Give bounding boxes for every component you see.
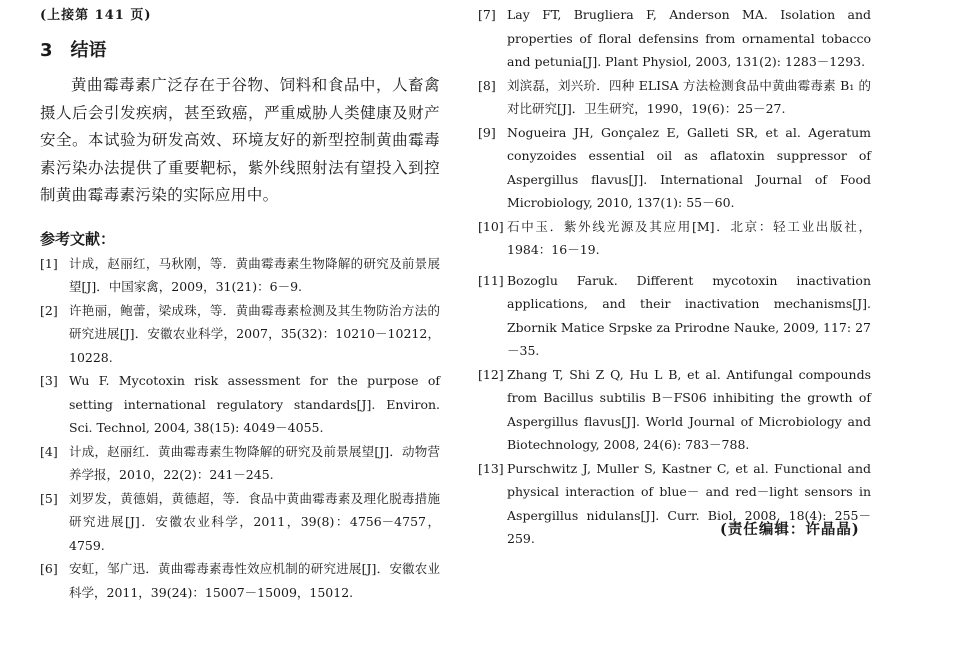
reference-list-left bbox=[40, 252, 440, 605]
reference-item bbox=[478, 74, 871, 121]
reference-item bbox=[40, 487, 440, 558]
reference-label: [13] bbox=[478, 460, 504, 476]
reference-label: [6] bbox=[40, 561, 58, 576]
reference-text: Bozoglu Faruk. Different mycotoxin inactivation applications, and their inactivation mechanisms[J]. Zbornik Matice Srpske za Prirodne Nauke, 2009, 117: 27－35. bbox=[507, 272, 871, 358]
reference-text: Purschwitz J, Muller S, Kastner C, et al. Functional and physical interaction of blue－ and red－light sensors in Aspergillus nidulans[J]. Curr. Biol, 2008, 18(4): 255－259. bbox=[507, 460, 871, 546]
reference-item bbox=[478, 3, 871, 74]
responsible-editor: (责任编辑：许晶晶) bbox=[720, 521, 860, 538]
reference-text: 计成，赵丽红，马秋刚，等．黄曲霉毒素生物降解的研究及前景展望[J]．中国家禽，2009，31(21)：6－9. bbox=[69, 255, 440, 294]
reference-label: [5] bbox=[40, 490, 58, 506]
reference-label: [7] bbox=[478, 7, 496, 22]
reference-item bbox=[40, 252, 440, 299]
reference-label: [10] bbox=[478, 218, 504, 234]
left-column bbox=[40, 6, 440, 604]
reference-item bbox=[40, 369, 440, 440]
reference-label: [11] bbox=[478, 272, 504, 288]
reference-item bbox=[478, 121, 871, 215]
section-heading bbox=[40, 39, 440, 63]
reference-text: 石中玉．紫外线光源及其应用[M]．北京：轻工业出版社，1984：16－19. bbox=[507, 218, 871, 257]
reference-text: Wu F. Mycotoxin risk assessment for the purpose of setting international regulatory standards[J]. Environ. Sci. Technol, 2004, 38(15): 4049－4055. bbox=[69, 373, 440, 435]
reference-label: [12] bbox=[478, 366, 504, 382]
reference-text: Nogueira JH, Gonçalez E, Galleti SR, et al. Ageratum conyzoides essential oil as aflatoxin suppressor of Aspergillus flavus[J]. International Journal of Food Microbiology, 2010, 137(1): 55－60. bbox=[507, 124, 871, 210]
reference-text: 计成，赵丽红．黄曲霉毒素生物降解的研究及前景展望[J]．动物营养学报，2010，22(2)：241－245. bbox=[69, 443, 440, 482]
reference-text: 刘罗发，黄德娟，黄德超，等．食品中黄曲霉毒素及理化脱毒措施研究进展[J]．安徽农业科学，2011，39(8)：4756－4757，4759. bbox=[69, 490, 440, 553]
references-heading: 参考文献： bbox=[40, 229, 116, 248]
reference-item bbox=[478, 269, 871, 363]
right-column bbox=[478, 3, 871, 551]
section-title: 结语 bbox=[70, 40, 107, 61]
reference-item bbox=[478, 215, 871, 262]
reference-text: Zhang T, Shi Z Q, Hu L B, et al. Antifungal compounds from Bacillus subtilis B－FS06 inhibiting the growth of Aspergillus flavus[J]. World Journal of Microbiology and Biotechnology, 2008, 24(6): 783－788. bbox=[507, 366, 871, 452]
reference-label: [8] bbox=[478, 77, 496, 93]
reference-label: [4] bbox=[40, 443, 58, 459]
reference-item bbox=[478, 363, 871, 457]
continued-note: (上接第 141 页) bbox=[40, 8, 152, 23]
reference-label: [9] bbox=[478, 124, 496, 140]
reference-label: [2] bbox=[40, 302, 58, 318]
reference-item bbox=[40, 440, 440, 487]
reference-text: Lay FT, Brugliera F, Anderson MA. Isolation and properties of floral defensins from ornamental tobacco and petunia[J]. Plant Physiol, 2003, 131(2): 1283－1293. bbox=[507, 7, 871, 69]
reference-text: 安虹，邹广迅．黄曲霉毒素毒性效应机制的研究进展[J]．安徽农业科学，2011，39(24)：15007－15009，15012. bbox=[69, 561, 440, 600]
conclusion-paragraph: 黄曲霉毒素广泛存在于谷物、饲料和食品中，人畜禽摄人后会引发疾病，甚至致癌，严重威胁人类健康及财产安全。本试验为研发高效、环境友好的新型控制黄曲霉毒素污染办法提供了重要靶标，紫外线照射法有望投入到控制黄曲霉毒素污染的实际应用中。 bbox=[40, 76, 440, 204]
reference-item bbox=[40, 299, 440, 370]
section-number: 3 bbox=[40, 40, 53, 61]
reference-label: [3] bbox=[40, 373, 58, 388]
reference-text: 刘滨磊，刘兴玠．四种 ELISA 方法检测食品中黄曲霉毒素 B₁ 的对比研究[J]．卫生研究，1990，19(6)：25－27. bbox=[507, 77, 871, 116]
reference-label: [1] bbox=[40, 255, 58, 271]
reference-item bbox=[40, 557, 440, 604]
reference-list-right bbox=[478, 3, 871, 551]
reference-text: 许艳丽，鲍蕾，梁成珠，等．黄曲霉毒素检测及其生物防治方法的研究进展[J]．安徽农业科学，2007，35(32)：10210－10212，10228. bbox=[69, 302, 440, 365]
